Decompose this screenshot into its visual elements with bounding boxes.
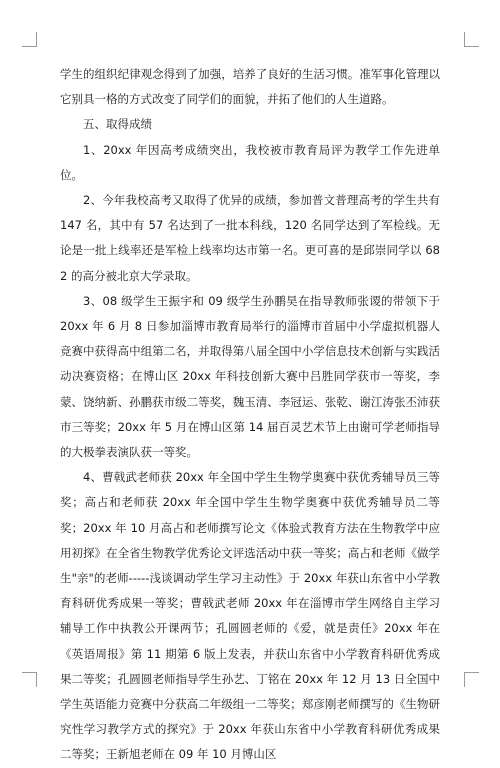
paragraph-item-4: 4、曹戟武老师获 20xx 年全国中学生生物学奥赛中获优秀辅导员三等奖；高占和老师获 20xx 年全国中学生生物学奥赛中获优秀辅导员二等奖；20xx 年 10 月高占和老师撰写论文《体验式教育方法在生物教学中应用初探》在全省生物教学优秀论文评选活动中获一等奖；高占和老师《做学生"亲"的老师-----浅谈调动学生学习主动性》于 20xx 年获山东省中小学教育科研优秀成果一等奖；曹戟武老师 20xx 年在淄博市学生网络自主学习辅导工作中执教公开课两节；孔圆圆老师的《爱，就是责任》20xx 年在《英语周报》第 11 期第 6 版上发表，并获山东省中小学教育科研优秀成果二等奖；孔圆圆老师指导学生孙艺、丁铭在 20xx 年 12 月 13 日全国中学生英语能力竞赛中分获高二年级组一二等奖；郑彦刚老师撰写的《生物研究性学习教学方式的探究》于 20xx 年获山东省中小学教育科研优秀成果二等奖；王新旭老师在 09 年 10 月博山区: [60, 470, 440, 762]
crop-mark-bottom-left: [22, 672, 37, 687]
section-heading-achievements: 五、取得成绩: [83, 117, 152, 132]
paragraph-item-2: 2、今年我校高考又取得了优异的成绩，参加普文普理高考的学生共有 147 名，其中有 57 名达到了一批本科线，120 名同学达到了军检线。无论是一批上线率还是军检上线率均达市第一名。更可喜的是邱崇同学以 682 的高分被北京大学录取。: [60, 193, 440, 283]
document-page: [60, 62, 440, 768]
crop-mark-bottom-right: [464, 672, 479, 687]
paragraph-item-3: 3、08 级学生王振宇和 09 级学生孙鹏昊在指导教师张谡的带领下于 20xx 年 6 月 8 日参加淄博市教育局举行的淄博市首届中小学虚拟机器人竞赛中获得高中组第二名，并取得第八届全国中小学信息技术创新与实践活动决赛资格；在博山区 20xx 年科技创新大赛中吕胜同学获市一等奖，李蒙、饶纳新、孙鹏获市级二等奖，魏玉清、李冠运、张乾、谢江涛张丕沛获市三等奖；20xx 年 5 月在博山区第 14 届百灵艺术节上由谢可学老师指导的大极拳表演队获一等奖。: [60, 293, 440, 460]
crop-mark-top-right: [464, 32, 479, 47]
crop-mark-top-left: [22, 32, 37, 47]
paragraph-continuation: 学生的组织纪律观念得到了加强，培养了良好的生活习惯。准军事化管理以它别具一格的方式改变了同学们的面貌，并拓了他们的人生道路。: [60, 67, 440, 107]
paragraph-item-1: 1、20xx 年因高考成绩突出，我校被市教育局评为教学工作先进单位。: [60, 142, 440, 182]
